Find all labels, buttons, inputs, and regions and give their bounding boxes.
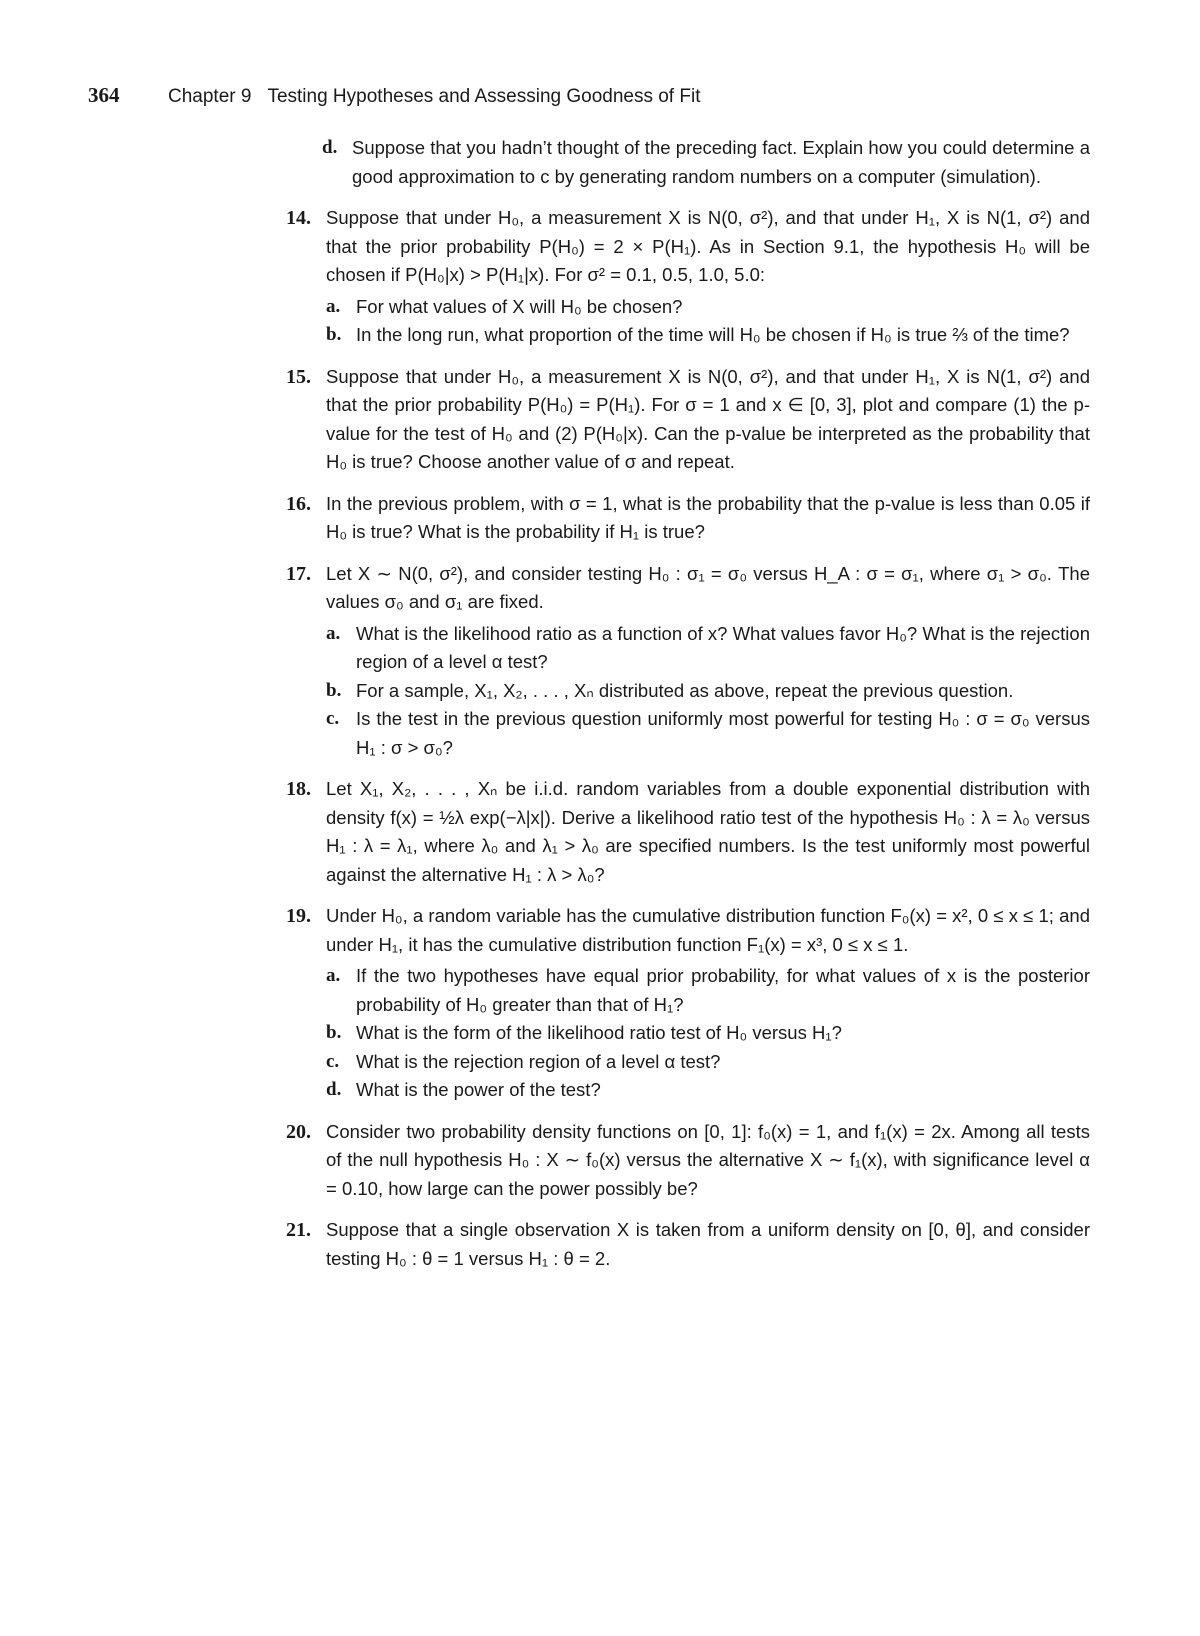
problem-part	[326, 1048, 1090, 1077]
part-text: Suppose that you hadn’t thought of the preceding fact. Explain how you could determine a good approximation to c by generating random numbers on a computer (simulation).	[352, 137, 1090, 187]
problem-text: Let X ∼ N(0, σ²), and consider testing H₀ : σ₁ = σ₀ versus H_A : σ = σ₁, where σ₁ > σ₀. The values σ₀ and σ₁ are fixed.	[326, 562, 1090, 612]
part-label: c.	[326, 1050, 340, 1072]
part-text: Is the test in the previous question uniformly most powerful for testing H₀ : σ = σ₀ versus H₁ : σ > σ₀?	[356, 708, 1090, 758]
page-number: 364	[88, 83, 120, 107]
part-text: If the two hypotheses have equal prior probability, for what values of x is the posterior probability of H₀ greater than that of H₁?	[356, 965, 1090, 1015]
problem-number: 19.	[286, 905, 311, 927]
page-header	[88, 82, 1088, 110]
problem-number: 16.	[286, 492, 311, 515]
problem-text: In the previous problem, with σ = 1, what is the probability that the p-value is less than 0.05 if H₀ is true? What is the probability if H₁ is true?	[326, 492, 1090, 542]
problem-text: Under H₀, a random variable has the cumulative distribution function F₀(x) = x², 0 ≤ x ≤ 1; and under H₁, it has the cumulative distribution function F₁(x) = x³, 0 ≤ x ≤ 1.	[326, 905, 1090, 955]
problem-item	[286, 560, 1090, 763]
problem-item	[286, 1216, 1090, 1273]
problem-text: Suppose that under H₀, a measurement X is N(0, σ²), and that under H₁, X is N(1, σ²) and that the prior probability P(H₀) = 2 × P(H₁). As in Section 9.1, the hypothesis H₀ will be chosen if P(H₀|x) > P(H₁|x). For σ² = 0.1, 0.5, 1.0, 5.0:	[326, 207, 1090, 285]
problem-part	[326, 321, 1090, 350]
part-label: b.	[326, 1022, 342, 1043]
part-label: d.	[326, 1079, 342, 1100]
problem-item	[286, 363, 1090, 477]
problem-part	[326, 1019, 1090, 1048]
part-text: For a sample, X₁, X₂, . . . , Xₙ distributed as above, repeat the previous question.	[356, 679, 1014, 701]
problem-text: Suppose that a single observation X is taken from a uniform density on [0, θ], and consider testing H₀ : θ = 1 versus H₁ : θ = 2.	[326, 1219, 1090, 1269]
part-text: What is the likelihood ratio as a function of x? What values favor H₀? What is the rejection region of a level α test?	[356, 622, 1090, 672]
problem-list	[286, 134, 1090, 1286]
part-text: What is the form of the likelihood ratio test of H₀ versus H₁?	[356, 1022, 842, 1043]
problem-number: 14.	[286, 207, 311, 229]
problem-item	[286, 775, 1090, 889]
problem-item	[286, 204, 1090, 350]
continued-part-d	[322, 134, 1090, 191]
part-text: For what values of X will H₀ be chosen?	[356, 295, 683, 317]
problem-number: 21.	[286, 1219, 311, 1241]
problem-item	[286, 902, 1090, 1105]
problem-text: Suppose that under H₀, a measurement X is N(0, σ²), and that under H₁, X is N(1, σ²) and that the prior probability P(H₀) = P(H₁). For σ = 1 and x ∈ [0, 3], plot and compare (1) the p-value for the test of H₀ and (2) P(H₀|x). Can the p-value be interpreted as the probability that H₀ is true? Choose another value of σ and repeat.	[326, 365, 1090, 472]
problems-container	[286, 204, 1090, 1273]
problem-number: 15.	[286, 365, 311, 388]
problem-part	[326, 293, 1090, 322]
problem-number: 20.	[286, 1120, 311, 1143]
problem-number: 18.	[286, 778, 311, 800]
problem-text: Consider two probability density functions on [0, 1]: f₀(x) = 1, and f₁(x) = 2x. Among all tests of the null hypothesis H₀ : X ∼ f₀(x) versus the alternative X ∼ f₁(x), with significance level α = 0.10, how large can the power possibly be?	[326, 1120, 1090, 1199]
part-label: b.	[326, 679, 342, 701]
part-label: a.	[326, 622, 341, 644]
part-text: What is the power of the test?	[356, 1079, 601, 1100]
part-text: What is the rejection region of a level α test?	[356, 1050, 721, 1072]
part-label: a.	[326, 295, 341, 317]
part-label: c.	[326, 708, 340, 729]
problem-part	[326, 705, 1090, 762]
problem-part	[326, 962, 1090, 1019]
problem-item	[286, 1118, 1090, 1204]
problem-number: 17.	[286, 562, 311, 585]
problem-part	[326, 1076, 1090, 1105]
part-label: a.	[326, 965, 341, 986]
part-label: d.	[322, 137, 338, 158]
problem-text: Let X₁, X₂, . . . , Xₙ be i.i.d. random variables from a double exponential distribution with density f(x) = ½λ exp(−λ|x|). Derive a likelihood ratio test of the hypothesis H₀ : λ = λ₀ versus H₁ : λ = λ₁, where λ₀ and λ₁ > λ₀ are specified numbers. Is the test uniformly most powerful against the alternative H₁ : λ > λ₀?	[326, 778, 1090, 885]
problem-item	[286, 490, 1090, 547]
problem-part	[326, 677, 1090, 706]
part-label: b.	[326, 324, 342, 345]
chapter-title: Testing Hypotheses and Assessing Goodness of Fit	[267, 86, 701, 107]
part-text: In the long run, what proportion of the time will H₀ be chosen if H₀ is true ⅔ of the time?	[356, 324, 1070, 345]
chapter-label: Chapter 9	[168, 86, 252, 107]
problem-part	[326, 620, 1090, 677]
